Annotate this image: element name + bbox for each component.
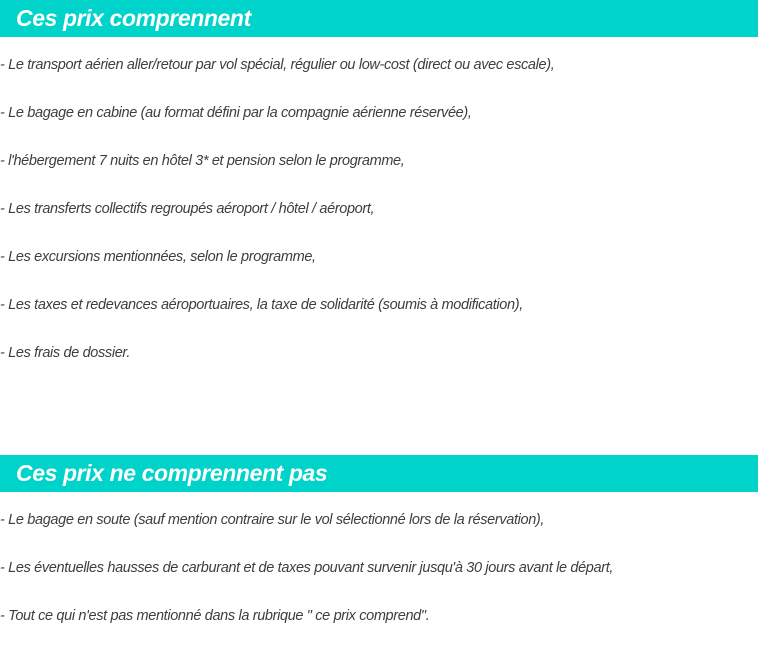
included-section-header bbox=[0, 0, 758, 37]
included-item-booking-fees: - Les frais de dossier. bbox=[0, 345, 131, 361]
included-item-cabin-baggage: - Le bagage en cabine (au format défini par la compagnie aérienne réservée), bbox=[0, 105, 472, 121]
excluded-section-header bbox=[0, 455, 758, 492]
included-item-taxes: - Les taxes et redevances aéroportuaires, la taxe de solidarité (soumis à modification), bbox=[0, 297, 523, 313]
excluded-items-list bbox=[0, 510, 758, 654]
excluded-item-hold-baggage: - Le bagage en soute (sauf mention contraire sur le vol sélectionné lors de la réservation), bbox=[0, 512, 545, 528]
excluded-section-title: Ces prix ne comprennent pas bbox=[16, 460, 328, 486]
included-item-flight: - Le transport aérien aller/retour par vol spécial, régulier ou low-cost (direct ou avec escale), bbox=[0, 57, 555, 73]
included-item-accommodation: - l'hébergement 7 nuits en hôtel 3* et pension selon le programme, bbox=[0, 153, 405, 169]
included-item-transfers: - Les transferts collectifs regroupés aéroport / hôtel / aéroport, bbox=[0, 201, 375, 217]
included-item-excursions: - Les excursions mentionnées, selon le programme, bbox=[0, 249, 316, 265]
included-items-list bbox=[0, 55, 758, 391]
included-section-title: Ces prix comprennent bbox=[16, 5, 251, 31]
excluded-item-fuel-surcharges: - Les éventuelles hausses de carburant et de taxes pouvant survenir jusqu'à 30 jours avant le départ, bbox=[0, 560, 614, 576]
excluded-item-not-mentioned: - Tout ce qui n'est pas mentionné dans la rubrique " ce prix comprend". bbox=[0, 608, 430, 624]
